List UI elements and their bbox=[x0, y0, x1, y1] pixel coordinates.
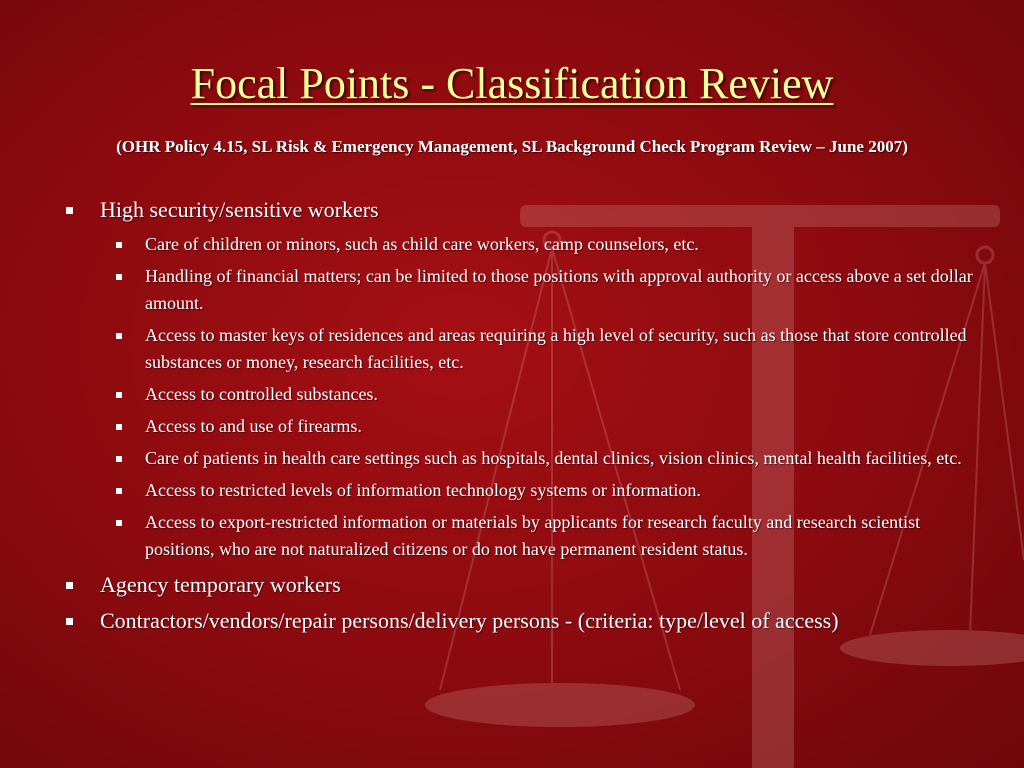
square-bullet-icon bbox=[116, 456, 122, 462]
square-bullet-icon bbox=[116, 424, 122, 430]
sub-bullet-list bbox=[100, 231, 980, 563]
bullet-text: Agency temporary workers bbox=[100, 572, 341, 597]
sub-bullet-item bbox=[100, 322, 980, 376]
square-bullet-icon bbox=[66, 618, 73, 625]
sub-bullet-text: Access to and use of firearms. bbox=[145, 416, 362, 436]
sub-bullet-text: Access to export-restricted information or materials by applicants for research faculty and research scientist positions, who are not naturalized citizens or do not have permanent resident status. bbox=[145, 512, 921, 559]
bullet-item bbox=[60, 196, 980, 563]
square-bullet-icon bbox=[116, 488, 122, 494]
square-bullet-icon bbox=[116, 520, 122, 526]
sub-bullet-item bbox=[100, 231, 980, 258]
sub-bullet-item bbox=[100, 509, 980, 563]
sub-bullet-text: Access to restricted levels of information technology systems or information. bbox=[145, 480, 701, 500]
slide-title: Focal Points - Classification Review bbox=[190, 59, 834, 108]
sub-bullet-item bbox=[100, 477, 980, 504]
square-bullet-icon bbox=[116, 392, 122, 398]
bullet-item bbox=[60, 607, 980, 635]
bullet-item bbox=[60, 571, 980, 599]
slide-subtitle: (OHR Policy 4.15, SL Risk & Emergency Management, SL Background Check Program Review – June 2007) bbox=[116, 137, 908, 156]
sub-bullet-item bbox=[100, 381, 980, 408]
bullet-text: High security/sensitive workers bbox=[100, 197, 379, 222]
square-bullet-icon bbox=[116, 333, 122, 339]
sub-bullet-text: Access to controlled substances. bbox=[145, 384, 378, 404]
sub-bullet-text: Handling of financial matters; can be limited to those positions with approval authority or access above a set dollar amount. bbox=[145, 266, 973, 313]
sub-bullet-text: Care of patients in health care settings such as hospitals, dental clinics, vision clinics, mental health facilities, etc. bbox=[145, 448, 962, 468]
square-bullet-icon bbox=[66, 207, 73, 214]
sub-bullet-item bbox=[100, 263, 980, 317]
square-bullet-icon bbox=[116, 242, 122, 248]
bullet-content bbox=[60, 196, 980, 643]
bullet-list bbox=[60, 196, 980, 635]
square-bullet-icon bbox=[116, 274, 122, 280]
sub-bullet-text: Access to master keys of residences and areas requiring a high level of security, such as those that store controlled substances or money, research facilities, etc. bbox=[145, 325, 967, 372]
sub-bullet-item bbox=[100, 445, 980, 472]
sub-bullet-text: Care of children or minors, such as child care workers, camp counselors, etc. bbox=[145, 234, 699, 254]
sub-bullet-item bbox=[100, 413, 980, 440]
bullet-text: Contractors/vendors/repair persons/delivery persons - (criteria: type/level of access) bbox=[100, 608, 839, 633]
square-bullet-icon bbox=[66, 582, 73, 589]
